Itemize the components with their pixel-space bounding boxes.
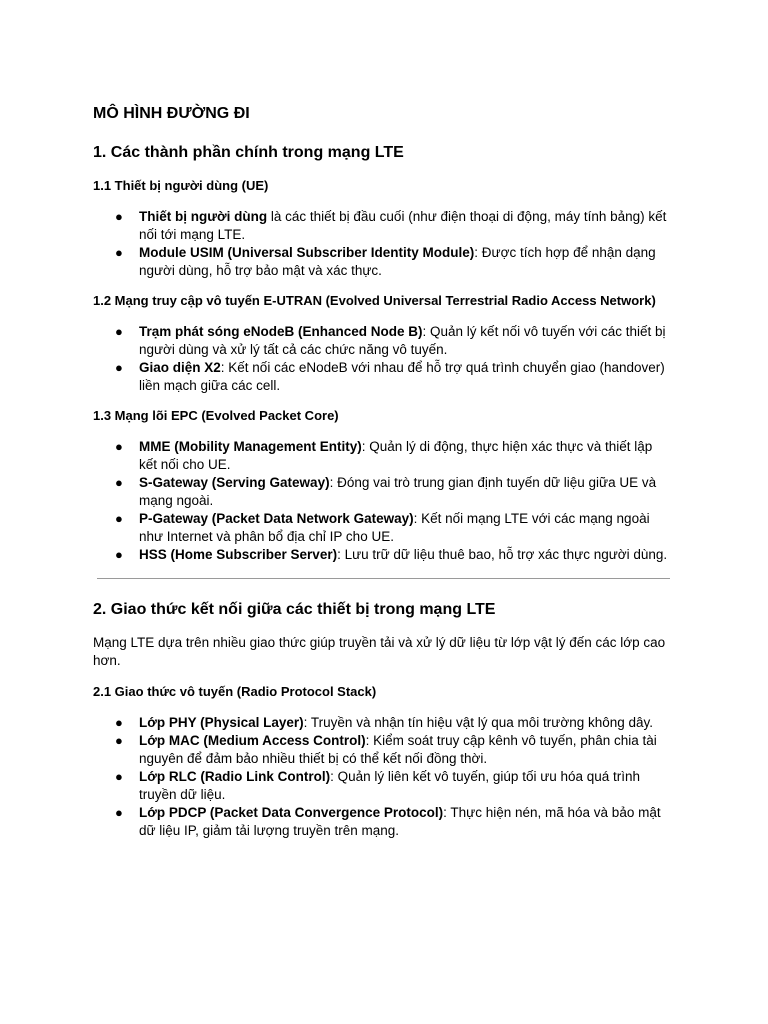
list-item-desc: : Đóng vai trò trung gian định tuyến dữ liệu giữa UE và mạng ngoài.	[139, 475, 657, 508]
bullet-icon: ●	[115, 715, 123, 730]
bullet-icon: ●	[115, 245, 123, 260]
section-divider	[97, 578, 670, 579]
list-item-term: MME (Mobility Management Entity)	[139, 439, 362, 454]
section-1-heading: 1. Các thành phần chính trong mạng LTE	[93, 144, 404, 161]
bullet-icon: ●	[115, 769, 123, 784]
bullet-icon: ●	[115, 805, 123, 820]
bullet-icon: ●	[115, 475, 123, 490]
bullet-icon: ●	[115, 324, 123, 339]
list-item-desc: : Lưu trữ dữ liệu thuê bao, hỗ trợ xác thực người dùng.	[337, 547, 668, 562]
list-item-desc: : Kết nối các eNodeB với nhau để hỗ trợ quá trình chuyển giao (handover) liền mạch giữa các cell.	[139, 360, 665, 393]
subsection-1-1-heading: 1.1 Thiết bị người dùng (UE)	[93, 178, 269, 193]
bullet-icon: ●	[115, 209, 123, 224]
bullet-icon: ●	[115, 360, 123, 375]
list-item-desc: : Quản lý di động, thực hiện xác thực và thiết lập kết nối cho UE.	[139, 439, 653, 472]
subsection-1-3-list	[93, 438, 673, 564]
document-page	[93, 103, 673, 852]
bullet-icon: ●	[115, 547, 123, 562]
list-item-term: Lớp RLC (Radio Link Control)	[139, 769, 331, 784]
list-item-desc: : Truyền và nhận tín hiệu vật lý qua môi trường không dây.	[303, 715, 654, 730]
list-item	[93, 208, 673, 244]
document-title: MÔ HÌNH ĐƯỜNG ĐI	[93, 105, 250, 122]
subsection-1-3-heading: 1.3 Mạng lõi EPC (Evolved Packet Core)	[93, 408, 339, 423]
list-item-desc: là các thiết bị đầu cuối (như điện thoại di động, máy tính bảng) kết nối tới mạng LTE.	[139, 209, 667, 242]
list-item	[93, 768, 673, 804]
list-item-term: HSS (Home Subscriber Server)	[139, 547, 338, 562]
list-item-term: Giao diện X2	[139, 360, 221, 375]
list-item-desc: : Quản lý kết nối vô tuyến với các thiết bị người dùng và xử lý tất cả các chức năng vô tuyến.	[139, 324, 666, 357]
list-item	[93, 732, 673, 768]
list-item-desc: : Kiểm soát truy cập kênh vô tuyến, phân chia tài nguyên để đảm bảo nhiều thiết bị có thể kết nối đồng thời.	[139, 733, 657, 766]
list-item-desc: : Được tích hợp để nhận dạng người dùng, hỗ trợ bảo mật và xác thực.	[139, 245, 656, 278]
bullet-icon: ●	[115, 511, 123, 526]
list-item	[93, 323, 673, 359]
subsection-1-2-heading: 1.2 Mạng truy cập vô tuyến E-UTRAN (Evolved Universal Terrestrial Radio Access Network)	[93, 293, 656, 308]
list-item	[93, 546, 673, 564]
section-2-intro: Mạng LTE dựa trên nhiều giao thức giúp truyền tải và xử lý dữ liệu từ lớp vật lý đến các lớp cao hơn.	[93, 635, 666, 668]
subsection-2-1-heading: 2.1 Giao thức vô tuyến (Radio Protocol Stack)	[93, 684, 377, 699]
list-item-term: Trạm phát sóng eNodeB (Enhanced Node B)	[139, 324, 423, 339]
list-item-term: P-Gateway (Packet Data Network Gateway)	[139, 511, 414, 526]
list-item-desc: : Thực hiện nén, mã hóa và bảo mật dữ liệu IP, giảm tải lượng truyền trên mạng.	[139, 805, 661, 838]
list-item-term: Lớp PDCP (Packet Data Convergence Protocol)	[139, 805, 444, 820]
list-item-term: Module USIM (Universal Subscriber Identity Module)	[139, 245, 475, 260]
list-item	[93, 474, 673, 510]
subsection-1-2-list	[93, 323, 673, 395]
list-item-term: Lớp MAC (Medium Access Control)	[139, 733, 366, 748]
list-item	[93, 804, 673, 840]
list-item	[93, 714, 673, 732]
bullet-icon: ●	[115, 733, 123, 748]
bullet-icon: ●	[115, 439, 123, 454]
subsection-2-1-list	[93, 714, 673, 840]
list-item-term: S-Gateway (Serving Gateway)	[139, 475, 330, 490]
list-item	[93, 244, 673, 280]
section-2-heading: 2. Giao thức kết nối giữa các thiết bị trong mạng LTE	[93, 601, 496, 618]
list-item	[93, 510, 673, 546]
list-item	[93, 359, 673, 395]
list-item-term: Lớp PHY (Physical Layer)	[139, 715, 304, 730]
subsection-1-1-list	[93, 208, 673, 280]
list-item-desc: : Quản lý liên kết vô tuyến, giúp tối ưu hóa quá trình truyền dữ liệu.	[139, 769, 641, 802]
list-item-desc: : Kết nối mạng LTE với các mạng ngoài như Internet và phân bổ địa chỉ IP cho UE.	[139, 511, 650, 544]
list-item	[93, 438, 673, 474]
list-item-term: Thiết bị người dùng	[139, 209, 268, 224]
